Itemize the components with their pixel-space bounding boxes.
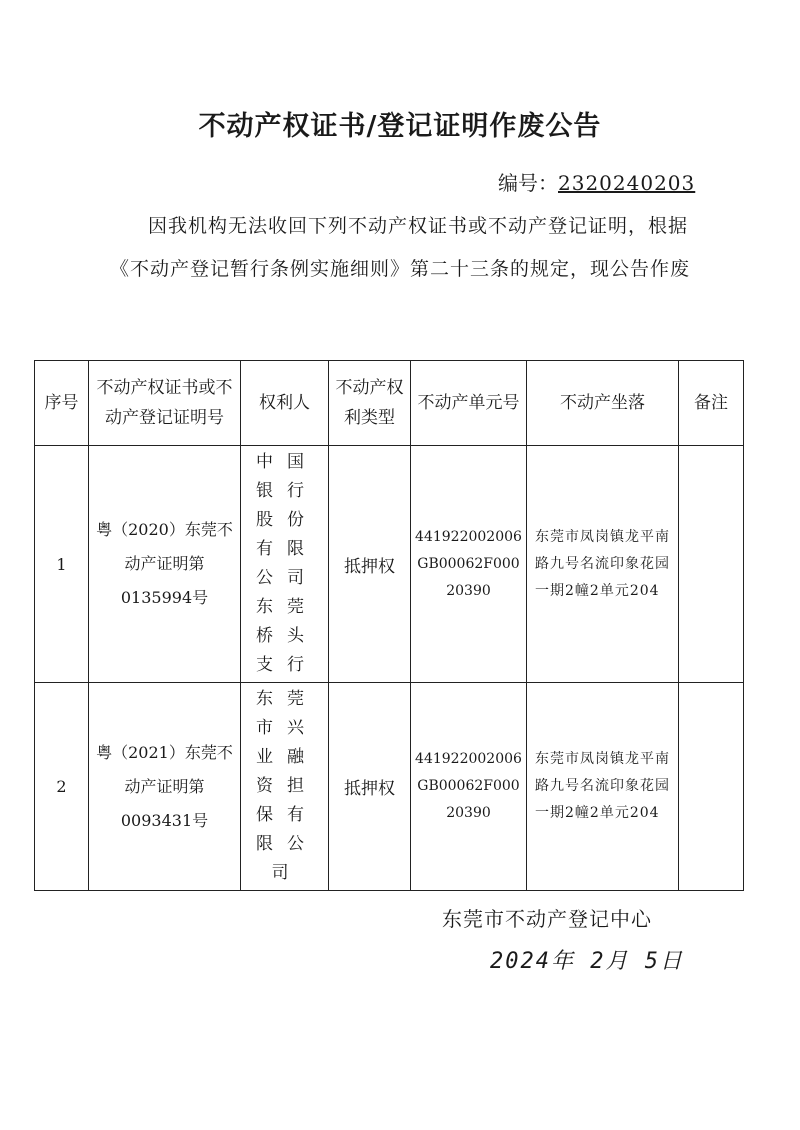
- cell-unit-no: 441922002006GB00062F00020390: [411, 446, 527, 683]
- table-row: [35, 446, 744, 683]
- cell-seq: 1: [35, 446, 89, 683]
- cell-remark: [679, 683, 744, 891]
- cell-holder: 东莞市兴业融资担保有限公司: [241, 683, 329, 891]
- table-row: [35, 683, 744, 891]
- cell-location: 东莞市凤岗镇龙平南路九号名流印象花园一期2幢2单元204: [527, 446, 679, 683]
- cell-right-type: 抵押权: [329, 446, 411, 683]
- header-holder: 权利人: [241, 361, 329, 446]
- header-location: 不动产坐落: [527, 361, 679, 446]
- header-unit-no: 不动产单元号: [411, 361, 527, 446]
- issuer-name: 东莞市不动产登记中心: [442, 907, 652, 931]
- notice-body: 因我机构无法收回下列不动产权证书或不动产登记证明，根据《不动产登记暂行条例实施细则》第二十三条的规定，现公告作废: [110, 215, 691, 280]
- cell-unit-no: 441922002006GB00062F00020390: [411, 683, 527, 891]
- document-number-value: 2320240203: [558, 171, 696, 195]
- cell-cert: 粤（2021）东莞不动产证明第0093431号: [89, 683, 241, 891]
- header-right-type: 不动产权利类型: [329, 361, 411, 446]
- header-cert: 不动产权证书或不动产登记证明号: [89, 361, 241, 446]
- cell-cert: 粤（2020）东莞不动产证明第0135994号: [89, 446, 241, 683]
- invalidated-certificates-table: [34, 360, 744, 891]
- notice-title: 不动产权证书/登记证明作废公告: [198, 111, 602, 142]
- table-header-row: [35, 361, 744, 446]
- header-seq: 序号: [35, 361, 89, 446]
- header-remark: 备注: [679, 361, 744, 446]
- cell-remark: [679, 446, 744, 683]
- cell-location: 东莞市凤岗镇龙平南路九号名流印象花园一期2幢2单元204: [527, 683, 679, 891]
- document-number-label: 编号：: [498, 171, 558, 195]
- cell-seq: 2: [35, 683, 89, 891]
- cell-right-type: 抵押权: [329, 683, 411, 891]
- document-number: [498, 167, 695, 196]
- cell-holder: 中国银行股份有限公司东莞桥头支行: [241, 446, 329, 683]
- issue-date: 2024年 2月 5日: [490, 949, 684, 974]
